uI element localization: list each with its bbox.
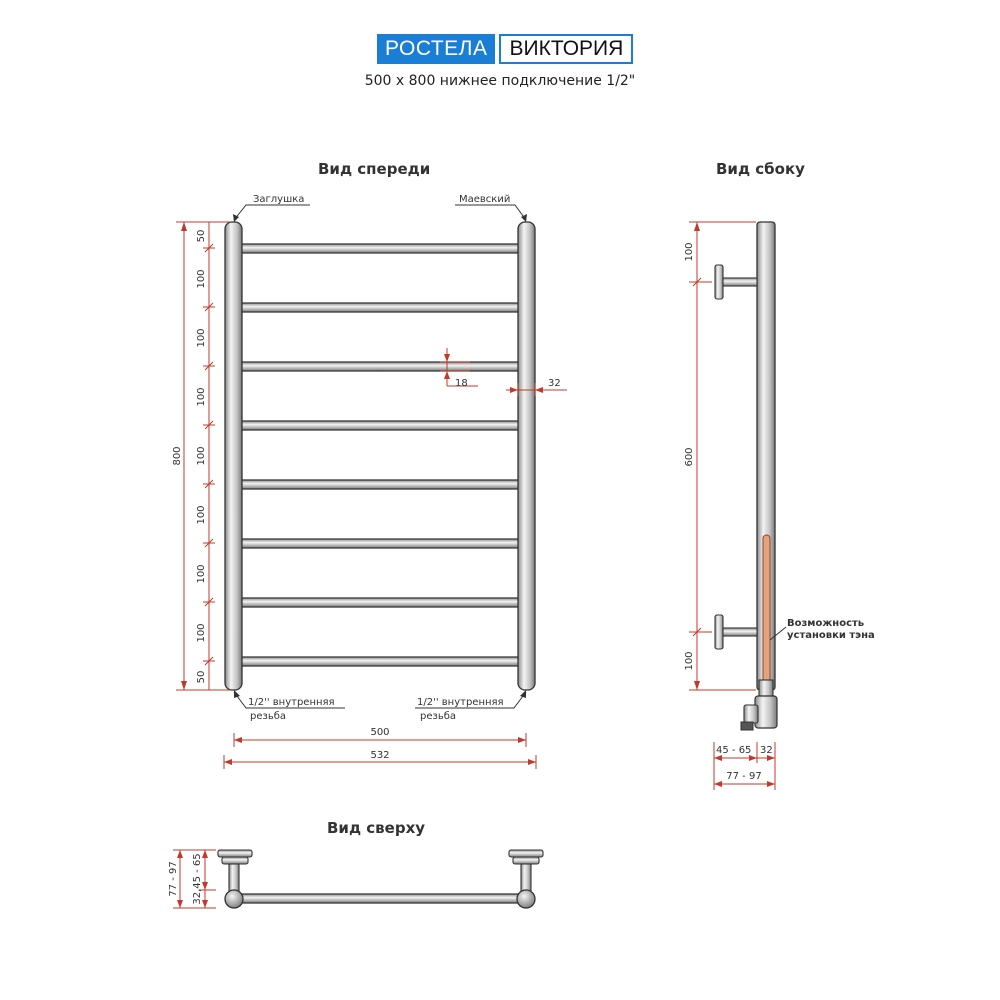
bottom-fitting: [741, 680, 777, 730]
dim-segment-label: 100: [196, 505, 207, 525]
mayevsky-label: Маевский: [459, 194, 511, 205]
dim-segment-label: 100: [196, 623, 207, 643]
dim-rung-diameter-label: 18: [455, 378, 468, 389]
plug-leader: [234, 205, 310, 220]
left-post: [225, 222, 242, 690]
front-view: [172, 194, 567, 769]
dim-side-depth-label: 77 - 97: [726, 771, 762, 782]
dim-segment-label: 100: [196, 564, 207, 584]
dim-top-offset-label: 32,45 - 65: [192, 853, 203, 905]
right-post: [518, 222, 535, 690]
top-left-post: [225, 890, 243, 908]
rung: [236, 244, 524, 253]
dim-segment-label: 100: [196, 446, 207, 466]
dim-side-middle-label: 600: [684, 447, 695, 467]
model-name: ВИКТОРИЯ: [499, 34, 633, 64]
heater-label-2: установки тэна: [787, 630, 875, 641]
top-view-title: Вид сверху: [327, 819, 426, 837]
rung: [236, 480, 524, 489]
dim-side-top-label: 100: [684, 242, 695, 262]
lower-wall-bracket: [715, 615, 757, 649]
dim-segment-label: 50: [196, 229, 207, 243]
upper-wall-bracket: [715, 265, 757, 299]
right-top-mount: [509, 850, 543, 892]
thread-left-label-1: 1/2'' внутренняя: [248, 697, 335, 708]
top-view: [168, 850, 543, 908]
thread-left-label-2: резьба: [250, 711, 287, 722]
rung: [236, 421, 524, 430]
dim-total-height-label: 800: [172, 446, 183, 466]
thread-right-label-2: резьба: [420, 711, 457, 722]
rung: [236, 362, 524, 371]
thread-right-arrow: [520, 690, 526, 698]
dim-segment-label: 100: [196, 269, 207, 289]
dim-segment-label: 50: [196, 670, 207, 684]
dim-top-depth-label: 77 - 97: [168, 861, 179, 897]
dim-width-inner-label: 500: [370, 727, 390, 738]
rungs: [236, 244, 524, 666]
brand-name: РОСТЕЛА: [377, 34, 495, 64]
product-subtitle: 500 x 800 нижнее подключение 1/2": [364, 73, 636, 89]
dim-side-post-label: 32: [760, 745, 773, 756]
thread-right-label-1: 1/2'' внутренняя: [417, 697, 504, 708]
dim-side-offset-label: 45 - 65: [716, 745, 752, 756]
heater-label-1: Возможность: [787, 618, 865, 629]
side-view: [684, 222, 875, 790]
top-right-post: [517, 890, 535, 908]
heater-element: [763, 535, 770, 685]
top-rung: [234, 894, 526, 903]
rung: [236, 539, 524, 548]
thread-left-arrow: [234, 690, 240, 698]
dim-segment-label: 100: [196, 328, 207, 348]
plug-label: Заглушка: [253, 194, 305, 205]
dim-post-diameter-label: 32: [548, 378, 561, 389]
rung: [236, 657, 524, 666]
dim-segment-label: 100: [196, 387, 207, 407]
rung: [236, 303, 524, 312]
mayevsky-leader: [455, 205, 526, 220]
dim-width-outer-label: 532: [370, 750, 390, 761]
left-top-mount: [218, 850, 252, 892]
dim-side-bottom-label: 100: [684, 651, 695, 671]
front-view-title: Вид спереди: [318, 160, 431, 178]
rung: [236, 598, 524, 607]
side-view-title: Вид сбоку: [716, 160, 805, 178]
